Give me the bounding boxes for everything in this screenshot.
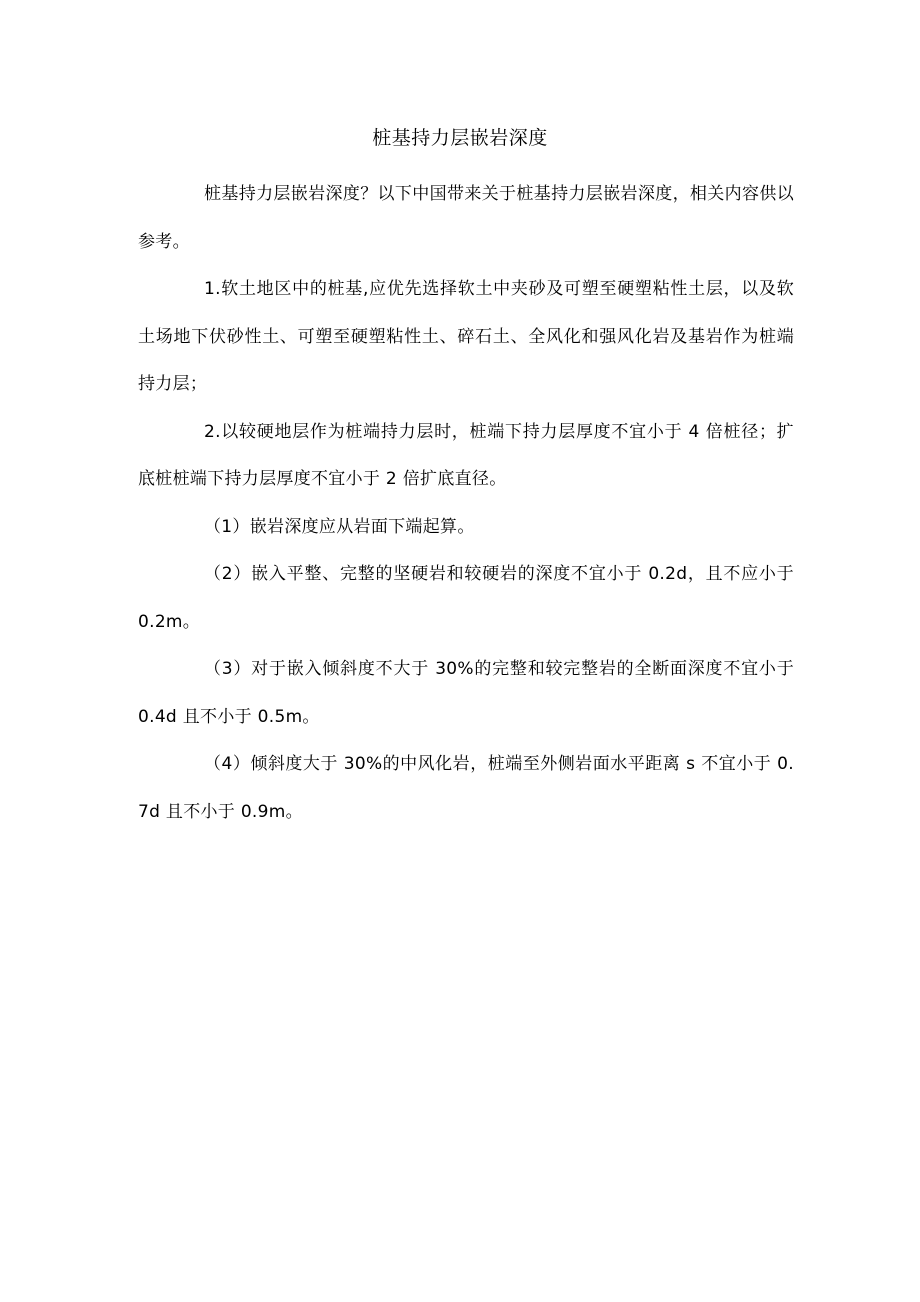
paragraph-subitem-2: （2）嵌入平整、完整的坚硬岩和较硬岩的深度不宜小于 0.2d，且不应小于 0.2m。: [138, 564, 794, 632]
document-body: [138, 171, 794, 836]
paragraph-subitem-3: （3）对于嵌入倾斜度不大于 30%的完整和较完整岩的全断面深度不宜小于 0.4d 且不小于 0.5m。: [138, 659, 794, 727]
paragraph-item-2: 2.以较硬地层作为桩端持力层时，桩端下持力层厚度不宜小于 4 倍桩径；扩底桩桩端下持力层厚度不宜小于 2 倍扩底直径。: [138, 421, 794, 489]
document-title: 桩基持力层嵌岩深度: [372, 127, 548, 149]
paragraph-intro: 桩基持力层嵌岩深度？以下中国带来关于桩基持力层嵌岩深度，相关内容供以参考。: [138, 184, 794, 252]
paragraph-item-1: 1.软土地区中的桩基,应优先选择软土中夹砂及可塑至硬塑粘性土层，以及软土场地下伏砂性土、可塑至硬塑粘性土、碎石土、全风化和强风化岩及基岩作为桩端持力层；: [138, 279, 794, 394]
paragraph-subitem-1: （1）嵌岩深度应从岩面下端起算。: [204, 516, 475, 537]
paragraph-subitem-4: （4）倾斜度大于 30%的中风化岩，桩端至外侧岩面水平距离 s 不宜小于 0.7d 且不小于 0.9m。: [138, 754, 794, 822]
